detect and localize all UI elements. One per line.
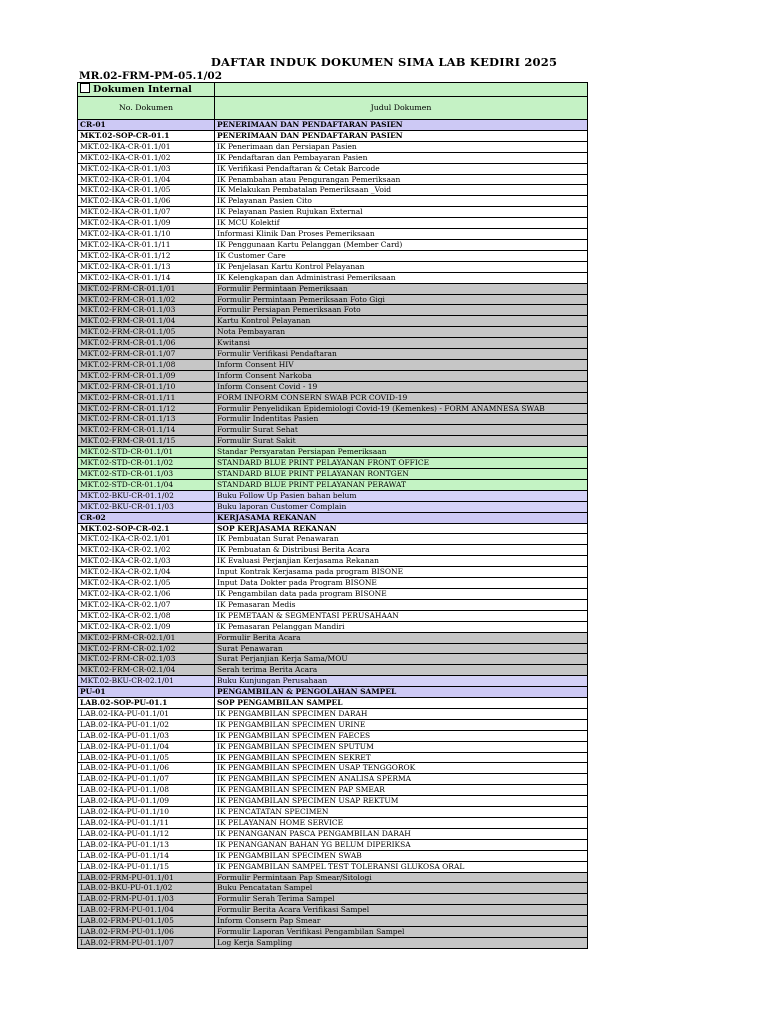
- section-row: [78, 83, 588, 97]
- document-number-cell: MKT.02-IKA-CR-02.1/01: [78, 534, 215, 545]
- section-empty-cell: [215, 83, 588, 97]
- document-number-cell: LAB.02-IKA-PU-01.1/12: [78, 828, 215, 839]
- document-number-cell: MKT.02-SOP-CR-01.1: [78, 130, 215, 141]
- table-row: [78, 763, 588, 774]
- table-row: [78, 174, 588, 185]
- document-number-cell: MKT.02-FRM-CR-01.1/09: [78, 370, 215, 381]
- table-row: [78, 828, 588, 839]
- document-number-cell: MKT.02-FRM-CR-01.1/07: [78, 349, 215, 360]
- table-row: [78, 130, 588, 141]
- table-row: [78, 719, 588, 730]
- document-number-cell: LAB.02-SOP-PU-01.1: [78, 698, 215, 709]
- table-row: [78, 425, 588, 436]
- table-row: [78, 643, 588, 654]
- table-row: [78, 894, 588, 905]
- document-number-cell: MKT.02-IKA-CR-01.1/12: [78, 250, 215, 261]
- category-row: [78, 687, 588, 698]
- document-number-cell: MKT.02-STD-CR-01.1/02: [78, 458, 215, 469]
- table-row: [78, 359, 588, 370]
- document-title-cell: IK Pelayanan Pasien Rujukan External: [215, 207, 588, 218]
- table-row: [78, 185, 588, 196]
- document-number-cell: MKT.02-IKA-CR-01.1/04: [78, 174, 215, 185]
- table-row: [78, 305, 588, 316]
- document-title-cell: Surat Penawaran: [215, 643, 588, 654]
- table-row: [78, 610, 588, 621]
- document-number-cell: MKT.02-FRM-CR-01.1/10: [78, 381, 215, 392]
- document-title-cell: IK Pembuatan Surat Penawaran: [215, 534, 588, 545]
- document-number-cell: MKT.02-FRM-CR-01.1/14: [78, 425, 215, 436]
- document-title-cell: Nota Pembayaran: [215, 327, 588, 338]
- table-row: [78, 207, 588, 218]
- table-row: [78, 261, 588, 272]
- document-index-table: [77, 82, 588, 949]
- document-number-cell: PU-01: [78, 687, 215, 698]
- document-number-cell: MKT.02-IKA-CR-01.1/11: [78, 239, 215, 250]
- table-row: [78, 436, 588, 447]
- table-row: [78, 927, 588, 938]
- document-title-cell: IK Pendaftaran dan Pembayaran Pasien: [215, 152, 588, 163]
- document-index-body: [78, 83, 588, 949]
- header-row: [78, 97, 588, 120]
- table-row: [78, 392, 588, 403]
- table-row: [78, 316, 588, 327]
- document-number-cell: LAB.02-IKA-PU-01.1/07: [78, 774, 215, 785]
- document-title-cell: Surat Perjanjian Kerja Sama/MOU: [215, 654, 588, 665]
- table-row: [78, 676, 588, 687]
- document-number-cell: MKT.02-BKU-CR-02.1/01: [78, 676, 215, 687]
- document-title-cell: IK Pelayanan Pasien Cito: [215, 196, 588, 207]
- document-number-cell: LAB.02-FRM-PU-01.1/05: [78, 916, 215, 927]
- document-title-cell: Buku Kunjungan Perusahaan: [215, 676, 588, 687]
- document-title-cell: STANDARD BLUE PRINT PELAYANAN RONTGEN: [215, 469, 588, 480]
- document-title-cell: IK PENGAMBILAN SPECIMEN SWAB: [215, 850, 588, 861]
- document-title-cell: IK PENGAMBILAN SPECIMEN ANALISA SPERMA: [215, 774, 588, 785]
- table-row: [78, 621, 588, 632]
- document-title-cell: Formulir Berita Acara: [215, 632, 588, 643]
- document-number-cell: MKT.02-STD-CR-01.1/03: [78, 469, 215, 480]
- document-title-cell: Formulir Penyelidikan Epidemiologi Covid-19 (Kemenkes) - FORM ANAMNESA SWAB: [215, 403, 588, 414]
- document-number-cell: LAB.02-IKA-PU-01.1/08: [78, 785, 215, 796]
- table-row: [78, 872, 588, 883]
- document-number-cell: MKT.02-IKA-CR-02.1/07: [78, 599, 215, 610]
- document-title-cell: Log Kerja Sampling: [215, 937, 588, 948]
- document-title-cell: IK PENGAMBILAN SPECIMEN USAP TENGGOROK: [215, 763, 588, 774]
- table-row: [78, 370, 588, 381]
- category-row: [78, 512, 588, 523]
- table-row: [78, 937, 588, 948]
- document-number-cell: MKT.02-FRM-CR-01.1/08: [78, 359, 215, 370]
- document-title: DAFTAR INDUK DOKUMEN SIMA LAB KEDIRI 2025: [210, 55, 558, 69]
- document-title-cell: SOP KERJASAMA REKANAN: [215, 523, 588, 534]
- document-title-cell: IK MCU Kolektif: [215, 218, 588, 229]
- document-title-cell: Formulir Permintaan Pemeriksaan Foto Gigi: [215, 294, 588, 305]
- document-number-cell: LAB.02-FRM-PU-01.1/01: [78, 872, 215, 883]
- document-number-cell: LAB.02-IKA-PU-01.1/11: [78, 818, 215, 829]
- document-title-cell: Inform Consent Covid - 19: [215, 381, 588, 392]
- document-number-cell: MKT.02-FRM-CR-01.1/11: [78, 392, 215, 403]
- document-title-cell: Informasi Klinik Dan Proses Pemeriksaan: [215, 229, 588, 240]
- table-row: [78, 807, 588, 818]
- column-header-judul: Judul Dokumen: [215, 97, 588, 120]
- table-row: [78, 229, 588, 240]
- document-title-cell: STANDARD BLUE PRINT PELAYANAN FRONT OFFICE: [215, 458, 588, 469]
- document-number-cell: MKT.02-IKA-CR-02.1/06: [78, 588, 215, 599]
- table-row: [78, 338, 588, 349]
- document-title-cell: KERJASAMA REKANAN: [215, 512, 588, 523]
- document-number-cell: MKT.02-IKA-CR-02.1/02: [78, 545, 215, 556]
- document-title-cell: STANDARD BLUE PRINT PELAYANAN PERAWAT: [215, 479, 588, 490]
- document-number-cell: MKT.02-BKU-CR-01.1/03: [78, 501, 215, 512]
- document-title-cell: Formulir Indentitas Pasien: [215, 414, 588, 425]
- document-title-cell: PENGAMBILAN & PENGOLAHAN SAMPEL: [215, 687, 588, 698]
- document-number-cell: LAB.02-IKA-PU-01.1/05: [78, 752, 215, 763]
- document-number-cell: MKT.02-IKA-CR-01.1/01: [78, 141, 215, 152]
- document-number-cell: LAB.02-IKA-PU-01.1/09: [78, 796, 215, 807]
- document-title-cell: IK Pembuatan & Distribusi Berita Acara: [215, 545, 588, 556]
- document-title-cell: IK PENGAMBILAN SPECIMEN PAP SMEAR: [215, 785, 588, 796]
- document-number-cell: LAB.02-FRM-PU-01.1/07: [78, 937, 215, 948]
- document-title-cell: IK PENGAMBILAN SPECIMEN SEKRET: [215, 752, 588, 763]
- document-title-cell: SOP PENGAMBILAN SAMPEL: [215, 698, 588, 709]
- document-title-cell: Formulir Serah Terima Sampel: [215, 894, 588, 905]
- table-row: [78, 349, 588, 360]
- document-number-cell: MKT.02-FRM-CR-02.1/01: [78, 632, 215, 643]
- document-title-cell: Formulir Surat Sakit: [215, 436, 588, 447]
- table-row: [78, 381, 588, 392]
- table-row: [78, 283, 588, 294]
- table-row: [78, 141, 588, 152]
- document-title-cell: IK Penambahan atau Pengurangan Pemeriksaan: [215, 174, 588, 185]
- table-row: [78, 654, 588, 665]
- document-number-cell: LAB.02-IKA-PU-01.1/15: [78, 861, 215, 872]
- document-number-cell: CR-01: [78, 120, 215, 131]
- document-number-cell: MKT.02-IKA-CR-02.1/08: [78, 610, 215, 621]
- document-number-cell: MKT.02-FRM-CR-01.1/02: [78, 294, 215, 305]
- document-number-cell: LAB.02-FRM-PU-01.1/04: [78, 905, 215, 916]
- document-title-cell: IK PENCATATAN SPECIMEN: [215, 807, 588, 818]
- document-number-cell: MKT.02-IKA-CR-01.1/02: [78, 152, 215, 163]
- table-row: [78, 501, 588, 512]
- document-number-cell: LAB.02-IKA-PU-01.1/02: [78, 719, 215, 730]
- table-row: [78, 916, 588, 927]
- document-number-cell: MKT.02-STD-CR-01.1/04: [78, 479, 215, 490]
- document-title-cell: IK Pengambilan data pada program BISONE: [215, 588, 588, 599]
- document-number-cell: MKT.02-FRM-CR-02.1/02: [78, 643, 215, 654]
- table-row: [78, 218, 588, 229]
- document-title-cell: IK Penggunaan Kartu Pelanggan (Member Card): [215, 239, 588, 250]
- table-row: [78, 752, 588, 763]
- document-title-cell: IK PENGAMBILAN SPECIMEN URINE: [215, 719, 588, 730]
- document-number-cell: MKT.02-IKA-CR-01.1/05: [78, 185, 215, 196]
- table-row: [78, 239, 588, 250]
- table-row: [78, 479, 588, 490]
- document-number-cell: MKT.02-IKA-CR-01.1/09: [78, 218, 215, 229]
- document-number-cell: MKT.02-IKA-CR-02.1/04: [78, 567, 215, 578]
- document-number-cell: MKT.02-FRM-CR-01.1/05: [78, 327, 215, 338]
- document-title-cell: IK PENGAMBILAN SPECIMEN DARAH: [215, 708, 588, 719]
- document-title-cell: Buku Follow Up Pasien bahan belum: [215, 490, 588, 501]
- document-title-cell: IK Kelengkapan dan Administrasi Pemeriksaan: [215, 272, 588, 283]
- table-row: [78, 469, 588, 480]
- document-title-cell: Buku Pencatatan Sampel: [215, 883, 588, 894]
- document-number-cell: MKT.02-IKA-CR-01.1/03: [78, 163, 215, 174]
- table-row: [78, 163, 588, 174]
- document-title-cell: IK PENGAMBILAN SPECIMEN SPUTUM: [215, 741, 588, 752]
- table-row: [78, 741, 588, 752]
- document-title-cell: Formulir Verifikasi Pendaftaran: [215, 349, 588, 360]
- document-number-cell: MKT.02-FRM-CR-01.1/01: [78, 283, 215, 294]
- column-header-no: No. Dokumen: [78, 97, 215, 120]
- section-label: Dokumen Internal: [93, 84, 192, 95]
- document-title-cell: Buku laporan Customer Complain: [215, 501, 588, 512]
- document-number-cell: LAB.02-IKA-PU-01.1/13: [78, 839, 215, 850]
- document-title-cell: IK PELAYANAN HOME SERVICE: [215, 818, 588, 829]
- document-number-cell: MKT.02-FRM-CR-01.1/06: [78, 338, 215, 349]
- document-title-cell: Kartu Kontrol Pelayanan: [215, 316, 588, 327]
- document-title-cell: IK Pemasaran Pelanggan Mandiri: [215, 621, 588, 632]
- table-row: [78, 196, 588, 207]
- table-row: [78, 861, 588, 872]
- table-row: [78, 414, 588, 425]
- section-cell: [78, 83, 215, 97]
- document-number-cell: LAB.02-FRM-PU-01.1/06: [78, 927, 215, 938]
- document-number-cell: MKT.02-FRM-CR-01.1/12: [78, 403, 215, 414]
- table-row: [78, 327, 588, 338]
- document-number-cell: CR-02: [78, 512, 215, 523]
- document-number-cell: LAB.02-FRM-PU-01.1/03: [78, 894, 215, 905]
- document-title-cell: IK PENANGANAN BAHAN YG BELUM DIPERIKSA: [215, 839, 588, 850]
- table-row: [78, 403, 588, 414]
- table-row: [78, 665, 588, 676]
- table-row: [78, 839, 588, 850]
- table-row: [78, 698, 588, 709]
- document-number-cell: MKT.02-IKA-CR-01.1/07: [78, 207, 215, 218]
- document-title-cell: IK Evaluasi Perjanjian Kerjasama Rekanan: [215, 556, 588, 567]
- document-title-cell: Inform Consent Narkoba: [215, 370, 588, 381]
- document-title-cell: IK PENANGANAN PASCA PENGAMBILAN DARAH: [215, 828, 588, 839]
- category-row: [78, 120, 588, 131]
- document-title-cell: Standar Persyaratan Persiapan Pemeriksaan: [215, 447, 588, 458]
- document-title-cell: IK PENGAMBILAN SPECIMEN FAECES: [215, 730, 588, 741]
- table-row: [78, 708, 588, 719]
- document-number-cell: MKT.02-SOP-CR-02.1: [78, 523, 215, 534]
- document-number-cell: MKT.02-FRM-CR-01.1/03: [78, 305, 215, 316]
- document-title-cell: IK Penjelasan Kartu Kontrol Pelayanan: [215, 261, 588, 272]
- table-row: [78, 578, 588, 589]
- form-code: MR.02-FRM-PM-05.1/02: [79, 70, 223, 82]
- table-row: [78, 490, 588, 501]
- table-row: [78, 730, 588, 741]
- table-row: [78, 250, 588, 261]
- table-row: [78, 818, 588, 829]
- document-title-cell: Formulir Surat Sehat: [215, 425, 588, 436]
- document-title-cell: Formulir Laporan Verifikasi Pengambilan Sampel: [215, 927, 588, 938]
- document-number-cell: MKT.02-IKA-CR-01.1/13: [78, 261, 215, 272]
- document-title-cell: Serah terima Berita Acara: [215, 665, 588, 676]
- document-title-cell: Formulir Permintaan Pap Smear/Sitologi: [215, 872, 588, 883]
- document-title-cell: IK Melakukan Pembatalan Pemeriksaan _Void: [215, 185, 588, 196]
- table-row: [78, 599, 588, 610]
- document-title-cell: PENERIMAAN DAN PENDAFTARAN PASIEN: [215, 130, 588, 141]
- document-number-cell: MKT.02-STD-CR-01.1/01: [78, 447, 215, 458]
- document-title-cell: IK Verifikasi Pendaftaran & Cetak Barcode: [215, 163, 588, 174]
- document-number-cell: MKT.02-IKA-CR-01.1/10: [78, 229, 215, 240]
- checkbox-icon[interactable]: [80, 83, 90, 93]
- document-number-cell: MKT.02-BKU-CR-01.1/02: [78, 490, 215, 501]
- document-number-cell: LAB.02-IKA-PU-01.1/06: [78, 763, 215, 774]
- table-row: [78, 883, 588, 894]
- document-number-cell: MKT.02-FRM-CR-01.1/15: [78, 436, 215, 447]
- document-number-cell: LAB.02-IKA-PU-01.1/14: [78, 850, 215, 861]
- table-row: [78, 556, 588, 567]
- table-row: [78, 272, 588, 283]
- document-title-cell: Input Data Dokter pada Program BISONE: [215, 578, 588, 589]
- document-title-cell: IK PEMETAAN & SEGMENTASI PERUSAHAAN: [215, 610, 588, 621]
- document-title-cell: Formulir Permintaan Pemeriksaan: [215, 283, 588, 294]
- table-row: [78, 632, 588, 643]
- document-title-cell: Formulir Persiapan Pemeriksaan Foto: [215, 305, 588, 316]
- table-row: [78, 458, 588, 469]
- table-row: [78, 567, 588, 578]
- table-row: [78, 785, 588, 796]
- document-number-cell: MKT.02-FRM-CR-01.1/13: [78, 414, 215, 425]
- table-row: [78, 905, 588, 916]
- document-number-cell: LAB.02-IKA-PU-01.1/03: [78, 730, 215, 741]
- document-number-cell: LAB.02-IKA-PU-01.1/01: [78, 708, 215, 719]
- table-row: [78, 294, 588, 305]
- table-row: [78, 796, 588, 807]
- document-title-cell: Input Kontrak Kerjasama pada program BISONE: [215, 567, 588, 578]
- document-title-cell: Inform Consern Pap Smear: [215, 916, 588, 927]
- document-number-cell: MKT.02-IKA-CR-01.1/06: [78, 196, 215, 207]
- document-title-cell: PENERIMAAN DAN PENDAFTARAN PASIEN: [215, 120, 588, 131]
- document-title-cell: IK Customer Care: [215, 250, 588, 261]
- document-number-cell: MKT.02-FRM-CR-02.1/04: [78, 665, 215, 676]
- document-title-cell: IK PENGAMBILAN SAMPEL TEST TOLERANSI GLUKOSA ORAL: [215, 861, 588, 872]
- table-row: [78, 523, 588, 534]
- document-number-cell: MKT.02-IKA-CR-02.1/05: [78, 578, 215, 589]
- document-number-cell: MKT.02-FRM-CR-01.1/04: [78, 316, 215, 327]
- document-number-cell: MKT.02-IKA-CR-02.1/03: [78, 556, 215, 567]
- document-number-cell: LAB.02-IKA-PU-01.1/10: [78, 807, 215, 818]
- table-row: [78, 447, 588, 458]
- document-title-cell: IK PENGAMBILAN SPECIMEN USAP REKTUM: [215, 796, 588, 807]
- table-row: [78, 588, 588, 599]
- document-title-cell: IK Pemasaran Medis: [215, 599, 588, 610]
- table-row: [78, 534, 588, 545]
- document-number-cell: MKT.02-IKA-CR-02.1/09: [78, 621, 215, 632]
- document-number-cell: LAB.02-IKA-PU-01.1/04: [78, 741, 215, 752]
- document-title-cell: IK Penerimaan dan Persiapan Pasien: [215, 141, 588, 152]
- document-title-cell: Formulir Berita Acara Verifikasi Sampel: [215, 905, 588, 916]
- document-number-cell: MKT.02-IKA-CR-01.1/14: [78, 272, 215, 283]
- document-title-cell: FORM INFORM CONSERN SWAB PCR COVID-19: [215, 392, 588, 403]
- table-row: [78, 545, 588, 556]
- table-row: [78, 850, 588, 861]
- table-row: [78, 152, 588, 163]
- document-title-cell: Inform Consent HIV: [215, 359, 588, 370]
- document-number-cell: LAB.02-BKU-PU-01.1/02: [78, 883, 215, 894]
- table-row: [78, 774, 588, 785]
- document-number-cell: MKT.02-FRM-CR-02.1/03: [78, 654, 215, 665]
- document-title-cell: Kwitansi: [215, 338, 588, 349]
